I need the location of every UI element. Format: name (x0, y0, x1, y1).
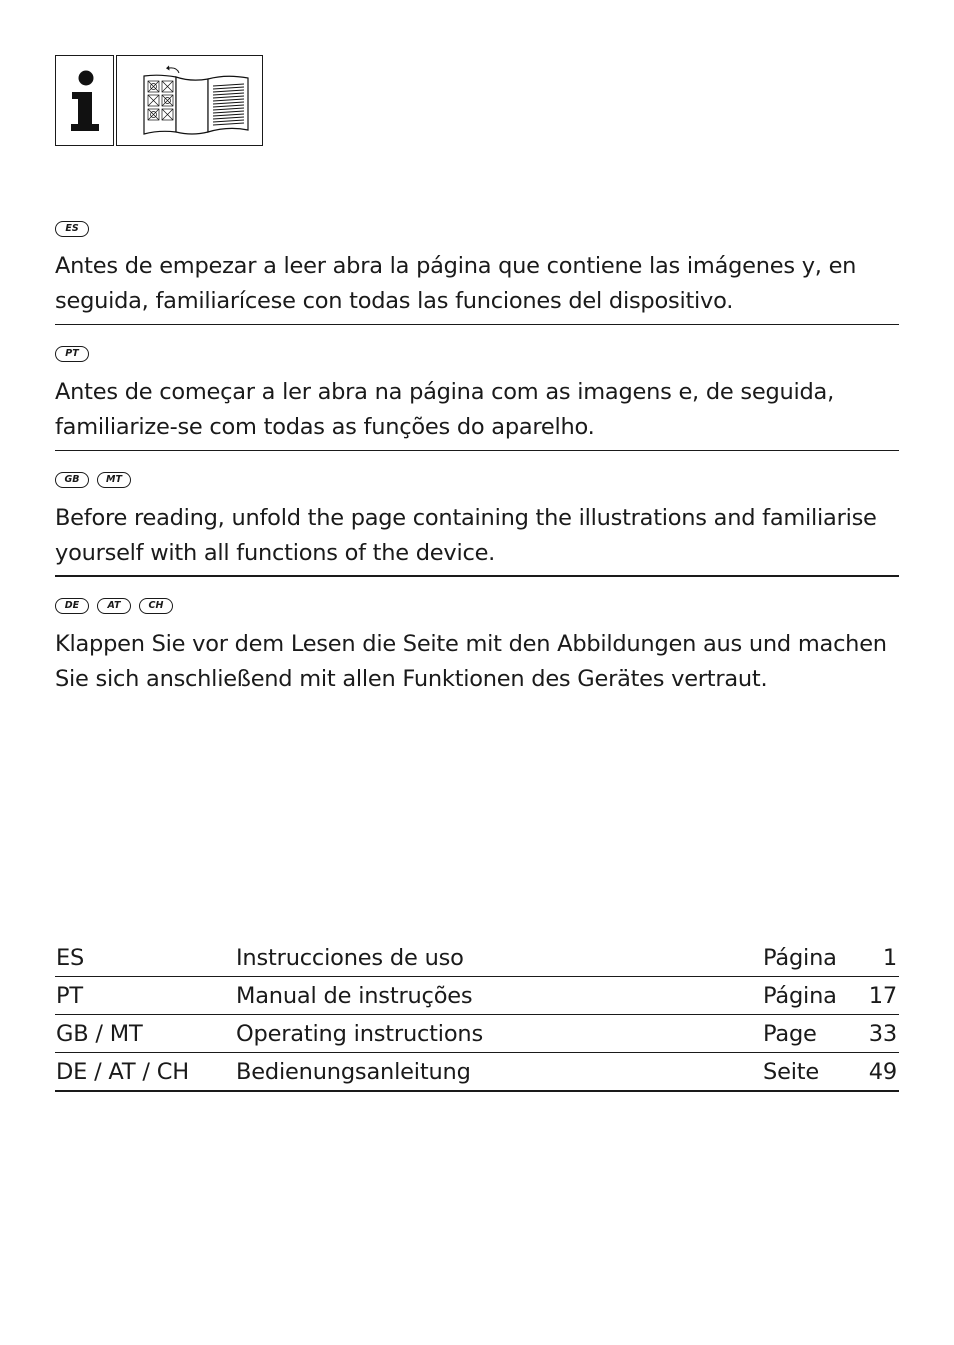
language-badge: GB (55, 472, 89, 488)
toc-page-label: Page (763, 1021, 817, 1047)
language-badge: ES (55, 221, 89, 237)
language-badges (55, 346, 899, 364)
info-icon (55, 55, 114, 146)
language-badge: MT (97, 472, 131, 488)
toc-title: Manual de instruções (236, 983, 473, 1009)
toc-language-code: ES (56, 945, 85, 971)
section-divider (55, 575, 899, 577)
toc-page-number: 49 (868, 1059, 897, 1085)
toc-row (55, 977, 899, 1015)
toc-row (55, 1053, 899, 1092)
language-badges (55, 221, 899, 239)
instruction-text: Antes de começar a ler abra na página com as imagens e, de seguida, familiarize-se com todas as funções do aparelho. (55, 379, 834, 440)
toc-page-number: 1 (882, 945, 897, 971)
instruction-text: Before reading, unfold the page containing the illustrations and familiarise yourself with all functions of the device. (55, 505, 877, 566)
section-gb-mt (55, 472, 899, 571)
toc-title: Instrucciones de uso (236, 945, 464, 971)
toc-language-code: PT (56, 983, 83, 1009)
toc-page-number: 17 (868, 983, 897, 1009)
toc-language-code: GB / MT (56, 1021, 143, 1047)
table-of-contents (55, 939, 899, 1092)
toc-row (55, 1015, 899, 1053)
instruction-text: Klappen Sie vor dem Lesen die Seite mit den Abbildungen aus und machen Sie sich anschließend mit allen Funktionen des Gerätes vertraut. (55, 631, 887, 692)
instruction-text: Antes de empezar a leer abra la página que contiene las imágenes y, en seguida, familiarícese con todas las funciones del dispositivo. (55, 253, 857, 314)
language-badges (55, 472, 899, 490)
section-divider (55, 324, 899, 325)
section-pt (55, 346, 899, 445)
toc-title: Operating instructions (236, 1021, 484, 1047)
section-divider (55, 450, 899, 451)
toc-page-label: Página (763, 983, 837, 1009)
unfold-page-icon (116, 55, 263, 146)
section-de-at-ch (55, 598, 899, 697)
section-es (55, 221, 899, 319)
header-icons (55, 55, 263, 146)
toc-page-number: 33 (868, 1021, 897, 1047)
toc-page-label: Página (763, 945, 837, 971)
language-badge: DE (55, 598, 89, 614)
toc-row (55, 939, 899, 977)
language-badge: AT (97, 598, 131, 614)
language-badges (55, 598, 899, 616)
language-badge: PT (55, 346, 89, 362)
toc-language-code: DE / AT / CH (56, 1059, 189, 1085)
toc-page-label: Seite (763, 1059, 820, 1085)
toc-title: Bedienungsanleitung (236, 1059, 471, 1085)
language-badge: CH (139, 598, 173, 614)
